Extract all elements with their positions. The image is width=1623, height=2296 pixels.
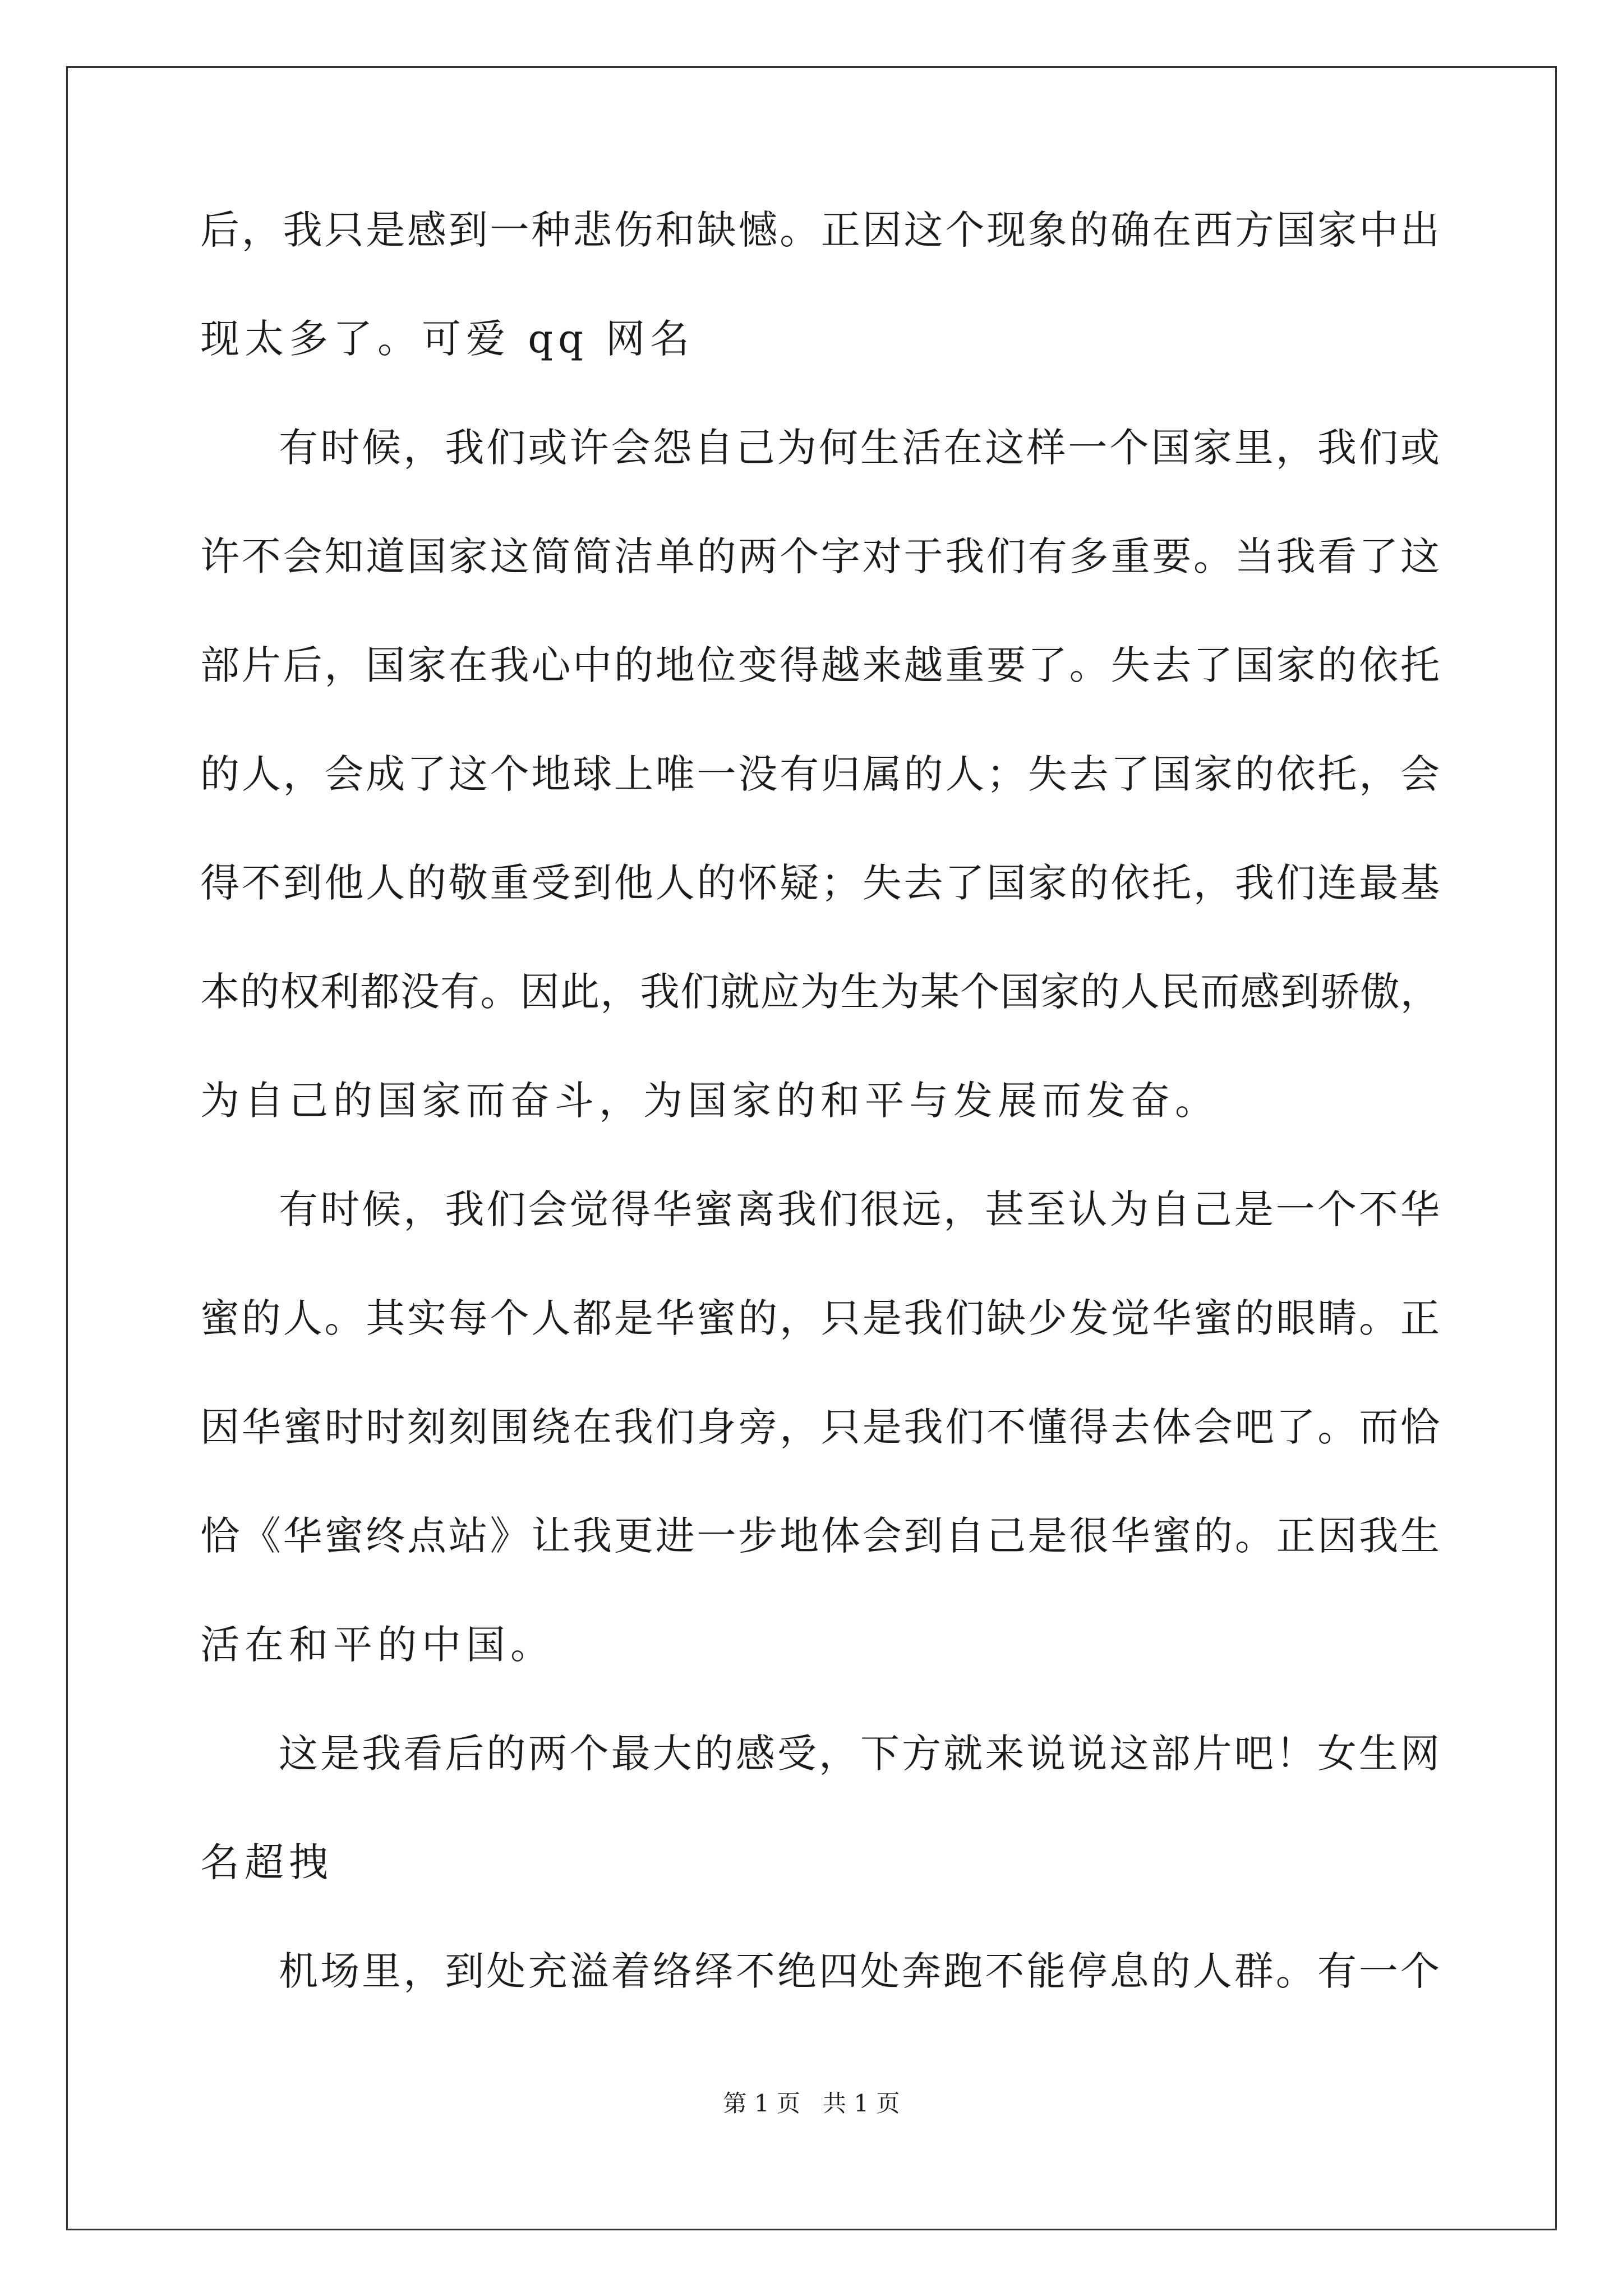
text-line: 后，我只是感到一种悲伤和缺憾。正因这个现象的确在西方国家中出 bbox=[200, 207, 1440, 253]
text-line: 许不会知道国家这简简洁单的两个字对于我们有多重要。当我看了这 bbox=[200, 533, 1440, 579]
text-line: 蜜的人。其实每个人都是华蜜的，只是我们缺少发觉华蜜的眼睛。正 bbox=[200, 1295, 1440, 1341]
text-line: 有时候，我们或许会怨自己为何生活在这样一个国家里，我们或 bbox=[279, 425, 1440, 471]
text-line: 因华蜜时时刻刻围绕在我们身旁，只是我们不懂得去体会吧了。而恰 bbox=[200, 1404, 1440, 1450]
text-line: 有时候，我们会觉得华蜜离我们很远，甚至认为自己是一个不华 bbox=[279, 1186, 1440, 1232]
text-line: 活在和平的中国。 bbox=[200, 1622, 555, 1668]
text-line: 现太多了。可爱 qq 网名 bbox=[200, 316, 695, 362]
text-line: 这是我看后的两个最大的感受，下方就来说说这部片吧！女生网 bbox=[279, 1731, 1440, 1777]
text-line: 部片后，国家在我心中的地位变得越来越重要了。失去了国家的依托 bbox=[200, 642, 1440, 688]
text-line: 机场里，到处充溢着络绎不绝四处奔跑不能停息的人群。有一个 bbox=[279, 1948, 1440, 1994]
text-line: 名超拽 bbox=[200, 1839, 333, 1885]
page-border bbox=[66, 66, 1557, 2230]
page-number-footer: 第 1 页 共 1 页 bbox=[723, 2090, 900, 2117]
text-line: 为自己的国家而奋斗，为国家的和平与发展而发奋。 bbox=[200, 1078, 1219, 1124]
text-line: 的人，会成了这个地球上唯一没有归属的人；失去了国家的依托，会 bbox=[200, 751, 1440, 797]
text-line: 恰《华蜜终点站》让我更进一步地体会到自己是很华蜜的。正因我生 bbox=[200, 1513, 1440, 1559]
text-line: 得不到他人的敬重受到他人的怀疑；失去了国家的依托，我们连最基 bbox=[200, 860, 1440, 906]
text-line: 本的权利都没有。因此，我们就应为生为某个国家的人民而感到骄傲， bbox=[200, 969, 1440, 1015]
